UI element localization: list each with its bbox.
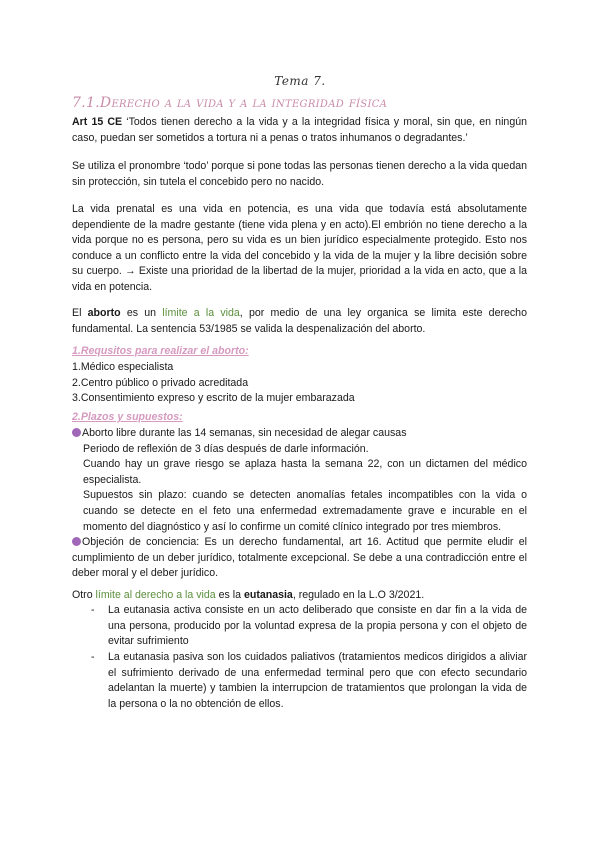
eutanasia-pre: Otro	[72, 589, 96, 601]
requisitos-list	[72, 360, 527, 407]
list-item: Cuando hay un grave riesgo se aplaza hasta la semana 22, con un dictamen del médico especialista.	[83, 458, 527, 486]
aborto-paragraph	[72, 306, 527, 337]
list-item: Objeción de conciencia: Es un derecho fundamental, art 16. Actitud que permite eludir el cumplimiento de un deber jurídico, totalmente excepcional. Se debe a una contradicción entre el deber moral y el deber jurídico.	[72, 536, 527, 580]
vida-prenatal-paragraph: La vida prenatal es una vida en potencia, es una vida que todavía está absolutamente dependiente de la madre gestante (tiene vida plena y en acto).El embrión no tiene derecho a la vida porque no es persona, pero su vida es un bien jurídico especialmente protegido. Esto nos conduce a un conflicto entre la vida del concebido y la vida de la mujer y la libre decisión sobre su cuerpo. → Existe una prioridad de la libertad de la mujer, prioridad a la vida en acto, que a la vida en potencia.	[72, 203, 527, 293]
list-item: Periodo de reflexión de 3 días después de darle información.	[83, 442, 369, 455]
list-item: Aborto libre durante las 14 semanas, sin necesidad de alegar causas	[72, 426, 527, 442]
list-item: 1.Médico especialista	[72, 361, 174, 373]
plazos-list	[72, 426, 527, 582]
plazos-heading: 2.Plazos y supuestos:	[72, 411, 183, 423]
limite-vida-highlight: límite a la vida	[162, 307, 240, 319]
todo-paragraph: Se utiliza el pronombre ‘todo’ porque si pone todas las personas tienen derecho a la vida quedan sin protección, sin tutela el concebido pero no nacido.	[72, 160, 527, 188]
aborto-term: aborto	[87, 307, 121, 319]
list-item: 3.Consentimiento expreso y escrito de la mujer embarazada	[72, 392, 355, 405]
art15-paragraph	[72, 115, 527, 146]
aborto-post: , por medio de una ley organica se limita este derecho fundamental. La sentencia 53/1985 se valida la despenalización del aborto.	[72, 307, 527, 335]
eutanasia-paragraph	[72, 588, 527, 604]
art15-label: Art 15 CE	[72, 116, 123, 128]
section-title: 7.1.Derecho a la vida y a la integridad física	[72, 95, 388, 111]
eutanasia-post: , regulado en la L.O 3/2021.	[292, 589, 425, 601]
page-title: Tema 7.	[274, 74, 326, 88]
list-item: 2.Centro público o privado acreditada	[72, 376, 249, 389]
aborto-pre: El	[72, 307, 88, 319]
art15-text: ‘Todos tienen derecho a la vida y a la integridad física y moral, sin que, en ningún caso, puedan ser sometidos a tortura ni a penas o tratos inhumanos o degradantes.’	[72, 116, 527, 144]
eutanasia-term: eutanasia	[243, 589, 293, 601]
dash-bullet-icon: -	[91, 651, 95, 663]
dash-bullet-icon: -	[91, 604, 95, 616]
purple-dot-icon	[72, 428, 81, 437]
purple-dot-icon	[72, 537, 81, 546]
list-item: - La eutanasia pasiva son los cuidados paliativos (tratamientos medicos dirigidos a aliviar el sufrimiento derivado de una enfermedad terminal pero que con efecto secundario adelantan la muerte) y tambien la interrupcion de tratamientos que prolongan la vida de la persona o la no obtención de ellos.	[91, 651, 527, 710]
list-item: - La eutanasia activa consiste en un acto deliberado que consiste en dar fin a la vida de una persona, producido por la voluntad expresa de la propia persona y con el objeto de evitar sufrimiento	[91, 604, 527, 648]
aborto-mid: es un	[120, 307, 163, 319]
requisitos-heading: 1.Requsitos para realizar el aborto:	[72, 345, 249, 357]
eutanasia-mid: es la	[215, 589, 244, 601]
limite-derecho-highlight: límite al derecho a la vida	[95, 589, 216, 601]
list-item: Supuestos sin plazo: cuando se detecten anomalías fetales incompatibles con la vida o cuando se detecte en el feto una enfermedad extremadamente grave e incurable en el momento del diagnóstico y así lo confirme un comité clínico integrado por tres miembros.	[83, 489, 527, 533]
